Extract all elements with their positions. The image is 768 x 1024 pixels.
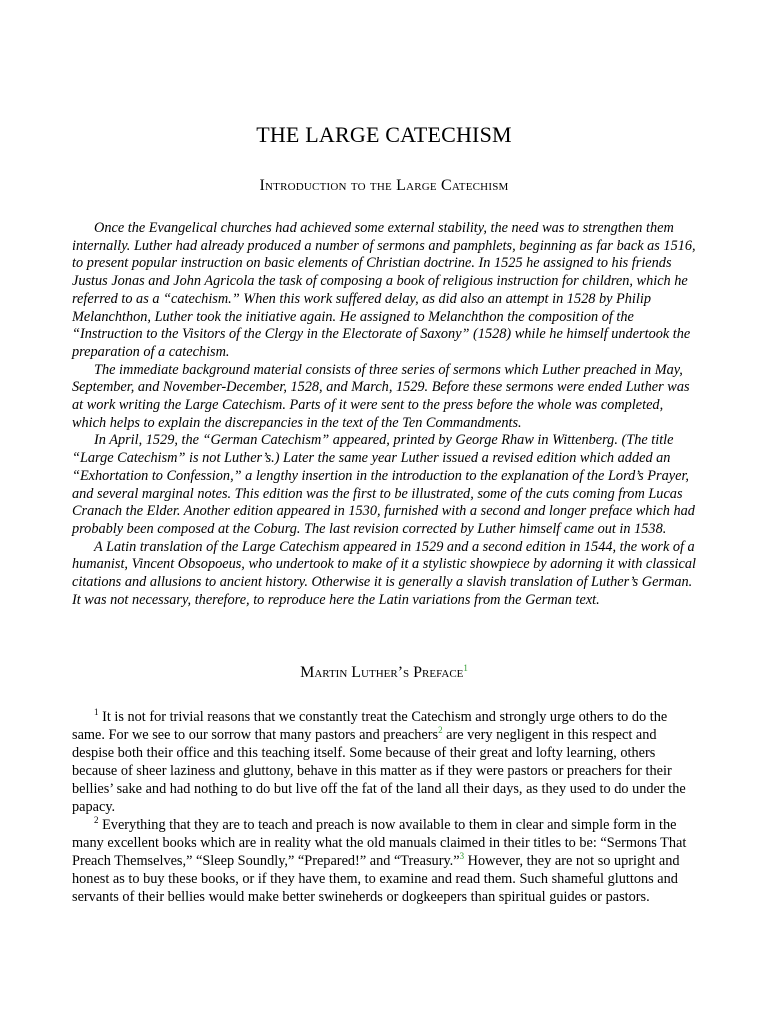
preface-paragraph: [72, 816, 696, 906]
preface-heading: [72, 664, 696, 682]
document-title: THE LARGE CATECHISM: [256, 122, 512, 147]
introduction-heading: Introduction to the Large Catechism: [259, 177, 509, 194]
paragraph-number: 2: [94, 815, 99, 825]
preface-paragraph: [72, 708, 696, 816]
paragraph-number: 1: [94, 707, 99, 717]
preface-text: It is not for trivial reasons that we constantly treat the Catechism and strongly urge others to do the same. For we see to our sorrow that many pastors and preachers: [72, 709, 668, 743]
preface-text: are very negligent in this respect and despise both their office and this teaching itself. Some because of their great and lofty learning, others because of sheer laziness and gluttony, behave in this matter as if they were pastors or preachers for their bellies’ sake and had nothing to do but live off the fat of the land all their days, as they used to do under the papacy.: [72, 727, 686, 815]
footnote-link[interactable]: 2: [438, 725, 443, 735]
preface-body: [72, 708, 696, 906]
intro-paragraph: In April, 1529, the “German Catechism” appeared, printed by George Rhaw in Wittenberg. (The title “Large Catechism” is not Luther’s.) Later the same year Luther issued a revised edition which added an “Exhortation to Confession,” a lengthy insertion in the introduction to the explanation of the Lord’s Prayer, and several marginal notes. This edition was the first to be illustrated, some of the cuts coming from Lucas Cranach the Elder. Another edition appeared in 1530, furnished with a second and longer preface which had probably been composed at the Coburg. The last revision corrected by Luther himself came out in 1538.: [72, 432, 695, 537]
preface-text: However, they are not so upright and honest as to buy these books, or if they have them, to examine and read them. Such shameful gluttons and servants of their bellies would make better swineherds or dogkeepers than spiritual guides or pastors.: [72, 853, 680, 905]
preface-text: Everything that they are to teach and preach is now available to them in clear and simple form in the many excellent books which are in reality what the old manuals claimed in their titles to be: “Sermons That Preach Themselves,” “Sleep Soundly,” “Prepared!” and “Treasury.”: [72, 817, 687, 869]
intro-paragraph: Once the Evangelical churches had achieved some external stability, the need was to strengthen them internally. Luther had already produced a number of sermons and pamphlets, beginning as far back as 1516, to present popular instruction on basic elements of Christian doctrine. In 1525 he assigned to his friends Justus Jonas and John Agricola the task of composing a book of religious instruction for children, which he referred to as a “catechism.” When this work suffered delay, as did also an attempt in 1528 by Philip Melanchthon, Luther took the initiative again. He assigned to Melanchthon the composition of the “Instruction to the Visitors of the Clergy in the Electorate of Saxony” (1528) while he himself undertook the preparation of a catechism.: [72, 220, 696, 360]
intro-paragraph: The immediate background material consists of three series of sermons which Luther preached in May, September, and November-December, 1528, and March, 1529. Before these sermons were ended Luther was at work writing the Large Catechism. Parts of it were sent to the press before the whole was completed, which helps to explain the discrepancies in the text of the Ten Commandments.: [72, 361, 690, 431]
footnote-link[interactable]: 1: [463, 663, 468, 673]
footnote-link[interactable]: 3: [459, 851, 465, 861]
intro-paragraph: A Latin translation of the Large Catechism appeared in 1529 and a second edition in 1544, the work of a humanist, Vincent Obsopoeus, who undertook to make of it a stylistic showpiece by adorning it with classical citations and allusions to ancient history. Otherwise it is generally a slavish translation of Luther’s German. It was not necessary, therefore, to reproduce here the Latin variations from the German text.: [72, 538, 696, 608]
introduction-body: [72, 220, 696, 609]
preface-heading-text: Martin Luther’s Preface: [300, 664, 464, 681]
